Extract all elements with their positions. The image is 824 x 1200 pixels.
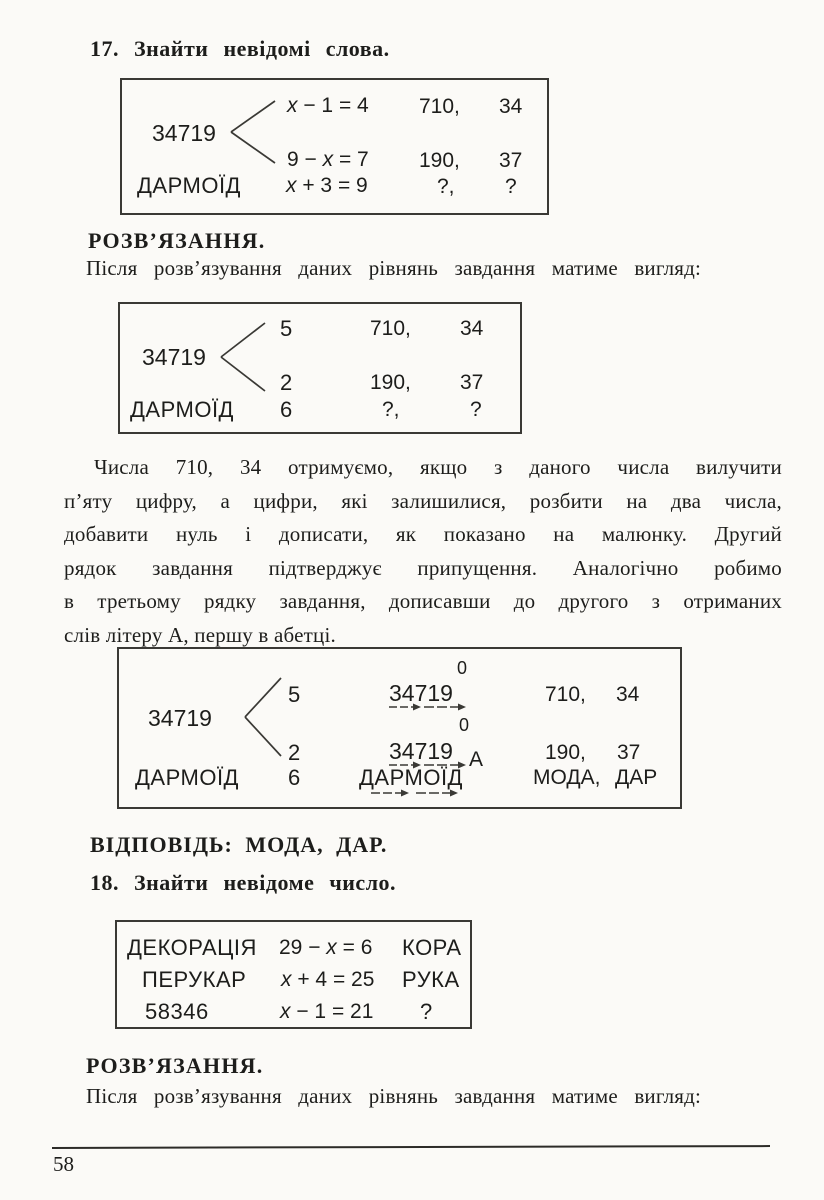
explanation-line: в третьому рядку завдання, дописавши до другого з отриманих (64, 589, 782, 613)
source-number: 34719 (142, 344, 206, 370)
solved-value: 5 (280, 316, 293, 341)
solution-heading: РОЗВ’ЯЗАННЯ. (86, 1053, 264, 1078)
number-cell: 710, (419, 95, 460, 118)
source-word: ДАРМОЇД (135, 765, 239, 790)
number-cell: ?, (382, 398, 400, 421)
source-number: 34719 (148, 705, 212, 731)
explanation-line: слів літеру А, першу в абетці. (64, 622, 336, 647)
explanation-paragraph (64, 451, 782, 652)
number-cell: 710, (545, 683, 586, 706)
number-cell: 34 (616, 683, 640, 706)
equation: 29 − x = 6 (279, 936, 373, 959)
number-cell: ? (470, 398, 482, 421)
word-cell: ПЕРУКАР (142, 967, 247, 992)
solution-intro: Після розв’язування даних рівнянь завдання матиме вигляд: (86, 1084, 702, 1108)
result-cell: ? (420, 999, 433, 1024)
explanation-line: Числа 710, 34 отримуємо, якщо з даного числа вилучити (94, 455, 782, 479)
equation: x + 4 = 25 (281, 968, 375, 991)
task18-box (115, 920, 472, 1029)
equation: 9 − x = 7 (287, 148, 369, 171)
solved-value: 6 (280, 397, 293, 422)
branch-connector-icon (230, 100, 276, 164)
word-cell: 58346 (145, 999, 209, 1024)
split-word: ДАРМОЇД (359, 765, 463, 790)
equation: x − 1 = 4 (287, 94, 369, 117)
number-cell: 37 (617, 741, 641, 764)
equation: x + 3 = 9 (286, 174, 368, 197)
right-arrow-icon (416, 788, 458, 798)
number-cell: ?, (437, 175, 455, 198)
explanation-line: добавити нуль і дописати, як показано на малюнку. Другий (64, 522, 782, 546)
solved-value: 6 (288, 765, 301, 790)
branch-connector-icon (244, 677, 282, 757)
branch-connector-icon (220, 322, 266, 392)
number-cell: 37 (460, 371, 484, 394)
number-cell: 190, (545, 741, 586, 764)
number-cell: ДАР (615, 766, 658, 789)
solved-value: 2 (280, 370, 293, 395)
task18-heading: 18. Знайти невідоме число. (90, 870, 397, 895)
page-number: 58 (53, 1152, 74, 1176)
source-number: 34719 (152, 120, 216, 146)
explanation-line: п’яту цифру, а цифри, які залишилися, розбити на два числа, (64, 488, 782, 513)
word-cell: ДЕКОРАЦІЯ (127, 935, 257, 960)
number-cell: ? (505, 175, 517, 198)
task17-heading: 17. Знайти невідомі слова. (90, 36, 390, 61)
diagram-initial-box (120, 78, 549, 215)
solved-value: 5 (288, 682, 301, 707)
answer-line: ВІДПОВІДЬ: МОДА, ДАР. (90, 832, 388, 857)
number-cell: 34 (460, 317, 484, 340)
solved-value: 2 (288, 740, 301, 765)
diagram-solved-box (118, 302, 522, 434)
number-cell: 710, (370, 317, 411, 340)
diagram-final-box (117, 647, 682, 809)
right-arrow-icon (424, 702, 466, 712)
right-arrow-icon (389, 702, 421, 712)
source-word: ДАРМОЇД (130, 397, 234, 422)
number-cell: МОДА, (533, 766, 601, 789)
number-cell: 34 (499, 95, 523, 118)
number-cell: 37 (499, 149, 523, 172)
source-word: ДАРМОЇД (137, 173, 241, 198)
split-number: 34719 (389, 738, 453, 764)
result-cell: РУКА (402, 967, 460, 992)
footer-rule (52, 1145, 770, 1149)
solution-intro: Після розв’язування даних рівнянь завдання матиме вигляд: (86, 256, 702, 280)
explanation-line: рядок завдання підтверджує припущення. Аналогічно робимо (64, 555, 782, 580)
appended-letter: А (469, 748, 484, 771)
number-cell: 190, (370, 371, 411, 394)
split-number: 34719 (389, 680, 453, 706)
solution-heading: РОЗВ’ЯЗАННЯ. (88, 228, 266, 253)
appended-zero: 0 (459, 715, 470, 735)
number-cell: 190, (419, 149, 460, 172)
result-cell: КОРА (402, 935, 462, 960)
right-arrow-icon (371, 788, 409, 798)
equation: x − 1 = 21 (280, 1000, 374, 1023)
appended-zero: 0 (457, 658, 468, 678)
